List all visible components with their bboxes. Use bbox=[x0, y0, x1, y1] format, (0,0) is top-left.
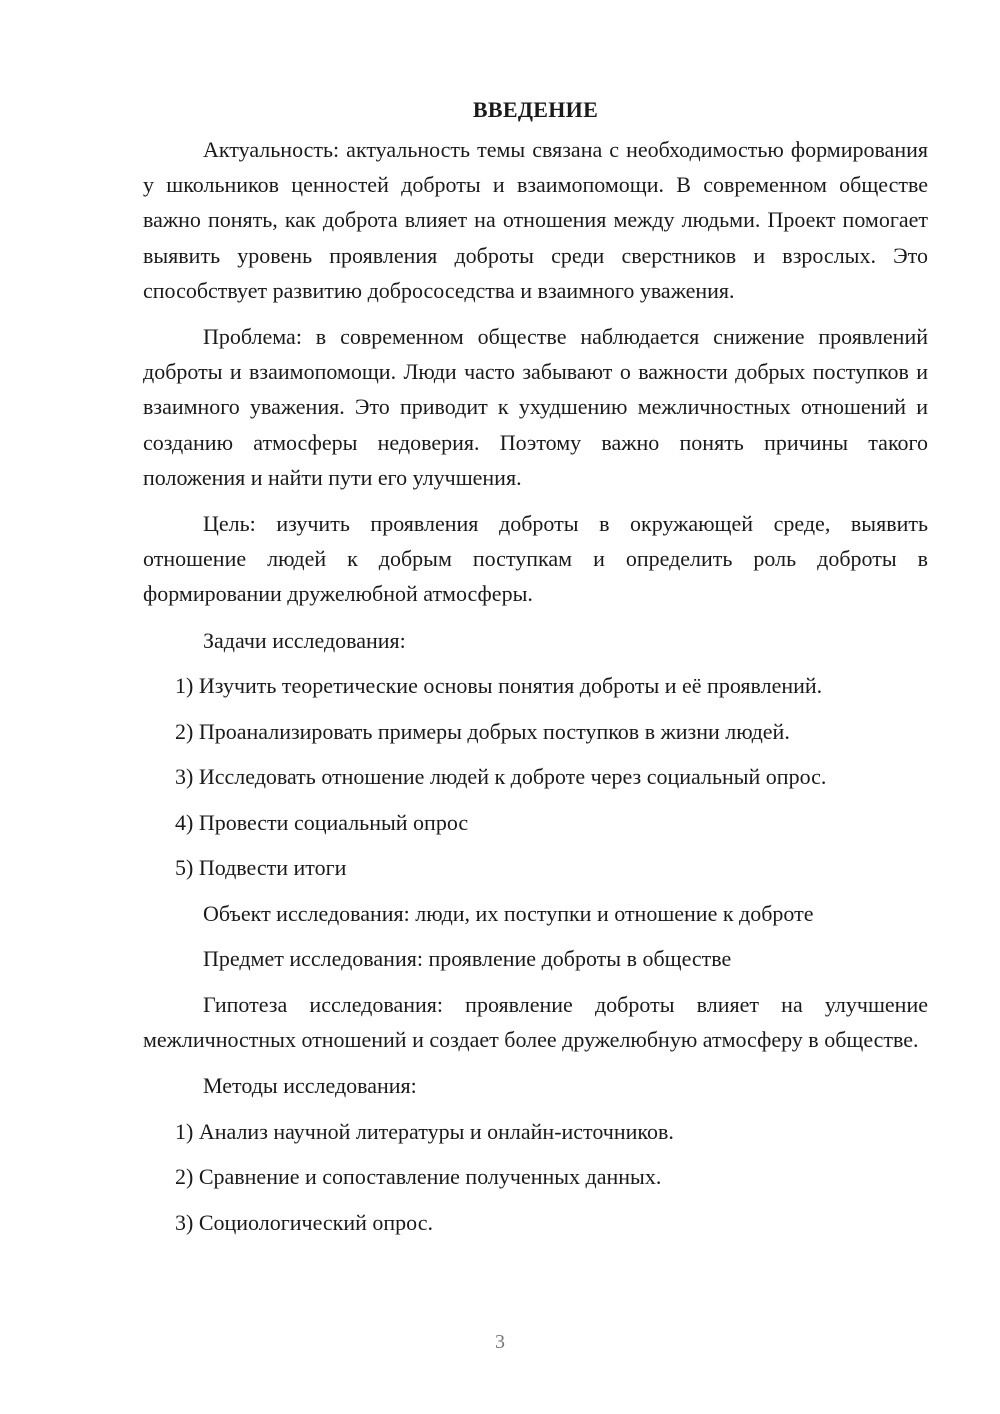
list-item: 3) Исследовать отношение людей к доброте через социальный опрос. bbox=[175, 764, 827, 790]
problem-paragraph: Проблема: в современном обществе наблюдается снижение проявлений доброты и взаимопомощи. Люди часто забывают о важности добрых поступков и взаимного уважения. Это приводит к ухудшению межличностных отношений и созданию атмосферы недоверия. Поэтому важно понять причины такого положения и найти пути его улучшения. bbox=[143, 324, 928, 490]
list-item: 2) Проанализировать примеры добрых поступков в жизни людей. bbox=[175, 718, 790, 744]
list-item: 3) Социологический опрос. bbox=[175, 1209, 433, 1235]
object-line: Объект исследования: люди, их поступки и отношение к доброте bbox=[203, 900, 814, 926]
relevance-paragraph: Актуальность: актуальность темы связана с необходимостью формирования у школьников ценностей доброты и взаимопомощи. В современном обществе важно понять, как доброта влияет на отношения между людьми. Проект помогает выявить уровень проявления доброты среди сверстников и взрослых. Это способствует развитию добрососедства и взаимного уважения. bbox=[143, 137, 928, 303]
hypothesis-paragraph: Гипотеза исследования: проявление доброты влияет на улучшение межличностных отношений и создает более дружелюбную атмосферу в обществе. bbox=[143, 991, 928, 1052]
tasks-heading: Задачи исследования: bbox=[203, 627, 406, 653]
page-number: 3 bbox=[495, 1331, 505, 1353]
document-page bbox=[143, 92, 928, 1250]
subject-line: Предмет исследования: проявление доброты в обществе bbox=[203, 946, 732, 972]
methods-heading: Методы исследования: bbox=[203, 1073, 417, 1099]
page-title: ВВЕДЕНИЕ bbox=[472, 97, 599, 122]
list-item: 5) Подвести итоги bbox=[175, 855, 347, 881]
list-item: 4) Провести социальный опрос bbox=[175, 809, 469, 835]
list-item: 2) Сравнение и сопоставление полученных данных. bbox=[175, 1164, 662, 1190]
methods-list bbox=[143, 1114, 928, 1240]
tasks-list bbox=[143, 668, 928, 885]
list-item: 1) Анализ научной литературы и онлайн-источников. bbox=[175, 1118, 674, 1144]
list-item: 1) Изучить теоретические основы понятия доброты и её проявлений. bbox=[175, 673, 823, 699]
goal-paragraph: Цель: изучить проявления доброты в окружающей среде, выявить отношение людей к добрым поступкам и определить роль доброты в формировании дружелюбной атмосферы. bbox=[143, 511, 928, 607]
